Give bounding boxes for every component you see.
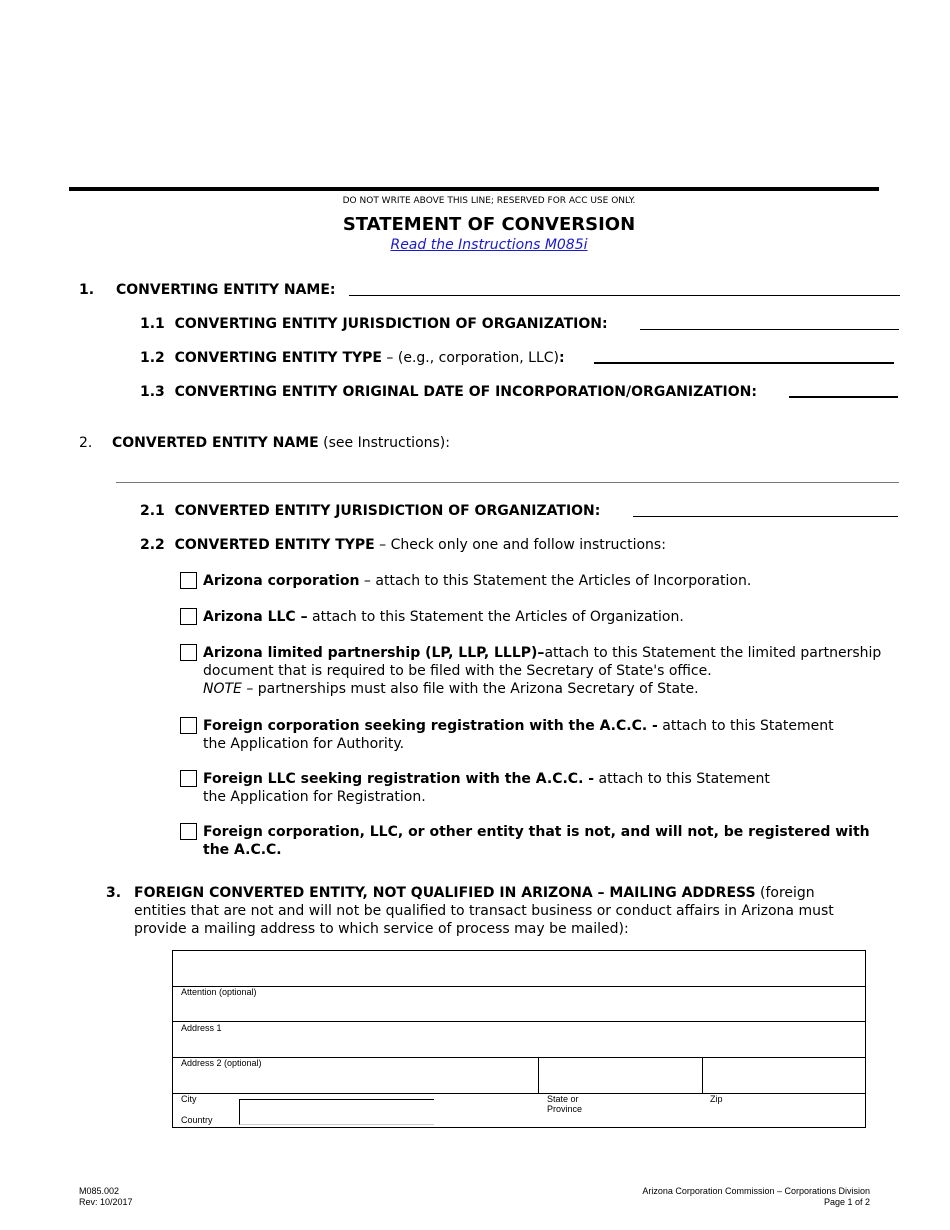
reserved-note: DO NOT WRITE ABOVE THIS LINE; RESERVED FOR ACC USE ONLY. — [342, 196, 636, 206]
option-arizona-llc: Arizona LLC – attach to this Statement the Articles of Organization. — [203, 609, 684, 625]
section-1-number: 1. — [79, 282, 95, 298]
zip-cell[interactable] — [703, 1058, 865, 1094]
zip-code-cell[interactable] — [703, 1094, 865, 1127]
checkbox-arizona-corporation[interactable] — [180, 572, 197, 589]
zip-label: Zip — [710, 1094, 723, 1104]
option-unregistered-foreign-entity: Foreign corporation, LLC, or other entity that is not, and will not, be registered with the A.C.C. — [203, 824, 870, 858]
checkbox-arizona-llc[interactable] — [180, 608, 197, 625]
address2-label: Address 2 (optional) — [181, 1058, 262, 1068]
section-3-label: FOREIGN CONVERTED ENTITY, NOT QUALIFIED IN ARIZONA – MAILING ADDRESS (foreign entities that are not and will not be qualified to transact business or conduct affairs in Arizona must provide a mailing address to which service of process may be mailed): — [134, 885, 834, 937]
checkbox-foreign-corporation[interactable] — [180, 717, 197, 734]
item-1-3-label: 1.3 CONVERTING ENTITY ORIGINAL DATE OF INCORPORATION/ORGANIZATION: — [140, 384, 757, 400]
attention-label: Attention (optional) — [181, 987, 257, 997]
option-foreign-corporation: Foreign corporation seeking registration with the A.C.C. - attach to this Statement the Application for Authority. — [203, 718, 834, 752]
reserved-divider-line — [69, 187, 879, 191]
address1-cell[interactable] — [173, 1022, 865, 1058]
option-arizona-limited-partnership: Arizona limited partnership (LP, LLP, LLLP)–attach to this Statement the limited partnership document that is required to be filed with the Secretary of State's office. NOTE – partnerships must also file with the Arizona Secretary of State. — [203, 645, 882, 697]
state-province-cell[interactable] — [539, 1094, 703, 1127]
city-label: City — [181, 1094, 197, 1104]
state-label: State or Province — [547, 1094, 583, 1114]
mailing-address-table — [172, 950, 866, 1128]
instructions-link[interactable]: Read the Instructions M085i — [390, 237, 588, 253]
city-cell[interactable] — [173, 1094, 539, 1127]
checkbox-foreign-llc[interactable] — [180, 770, 197, 787]
form-title: STATEMENT OF CONVERSION — [342, 214, 636, 235]
converted-entity-name-field[interactable] — [116, 482, 899, 483]
section-3-number: 3. — [106, 885, 122, 901]
item-2-1-label: 2.1 CONVERTED ENTITY JURISDICTION OF ORGANIZATION: — [140, 503, 601, 519]
footer-agency: Arizona Corporation Commission – Corporations Division Page 1 of 2 — [642, 1186, 870, 1207]
item-1-2-label: 1.2 CONVERTING ENTITY TYPE – (e.g., corporation, LLC): — [140, 350, 565, 366]
converting-entity-name-field[interactable] — [349, 295, 900, 296]
converting-entity-type-field[interactable] — [594, 362, 894, 364]
converted-jurisdiction-field[interactable] — [633, 516, 898, 517]
option-arizona-corporation: Arizona corporation – attach to this Statement the Articles of Incorporation. — [203, 573, 752, 589]
entity-name-cell[interactable] — [173, 951, 865, 987]
address2-cell[interactable] — [173, 1058, 539, 1094]
option-foreign-llc: Foreign LLC seeking registration with the A.C.C. - attach to this Statement the Application for Registration. — [203, 771, 770, 805]
item-2-2-label: 2.2 CONVERTED ENTITY TYPE – Check only one and follow instructions: — [140, 537, 666, 553]
attention-cell[interactable] — [173, 987, 865, 1022]
country-label: Country — [181, 1115, 213, 1125]
state-cell[interactable] — [539, 1058, 703, 1094]
section-2-number: 2. — [79, 435, 93, 451]
section-1-label: CONVERTING ENTITY NAME: — [116, 282, 336, 298]
footer-form-id: M085.002 Rev: 10/2017 — [79, 1186, 133, 1207]
original-date-field[interactable] — [789, 396, 898, 398]
converting-jurisdiction-field[interactable] — [640, 329, 899, 330]
section-2-label: CONVERTED ENTITY NAME (see Instructions): — [112, 435, 450, 451]
address1-label: Address 1 — [181, 1023, 222, 1033]
item-1-1-label: 1.1 CONVERTING ENTITY JURISDICTION OF ORGANIZATION: — [140, 316, 608, 332]
checkbox-arizona-limited-partnership[interactable] — [180, 644, 197, 661]
checkbox-unregistered-foreign-entity[interactable] — [180, 823, 197, 840]
country-input[interactable] — [239, 1099, 434, 1125]
